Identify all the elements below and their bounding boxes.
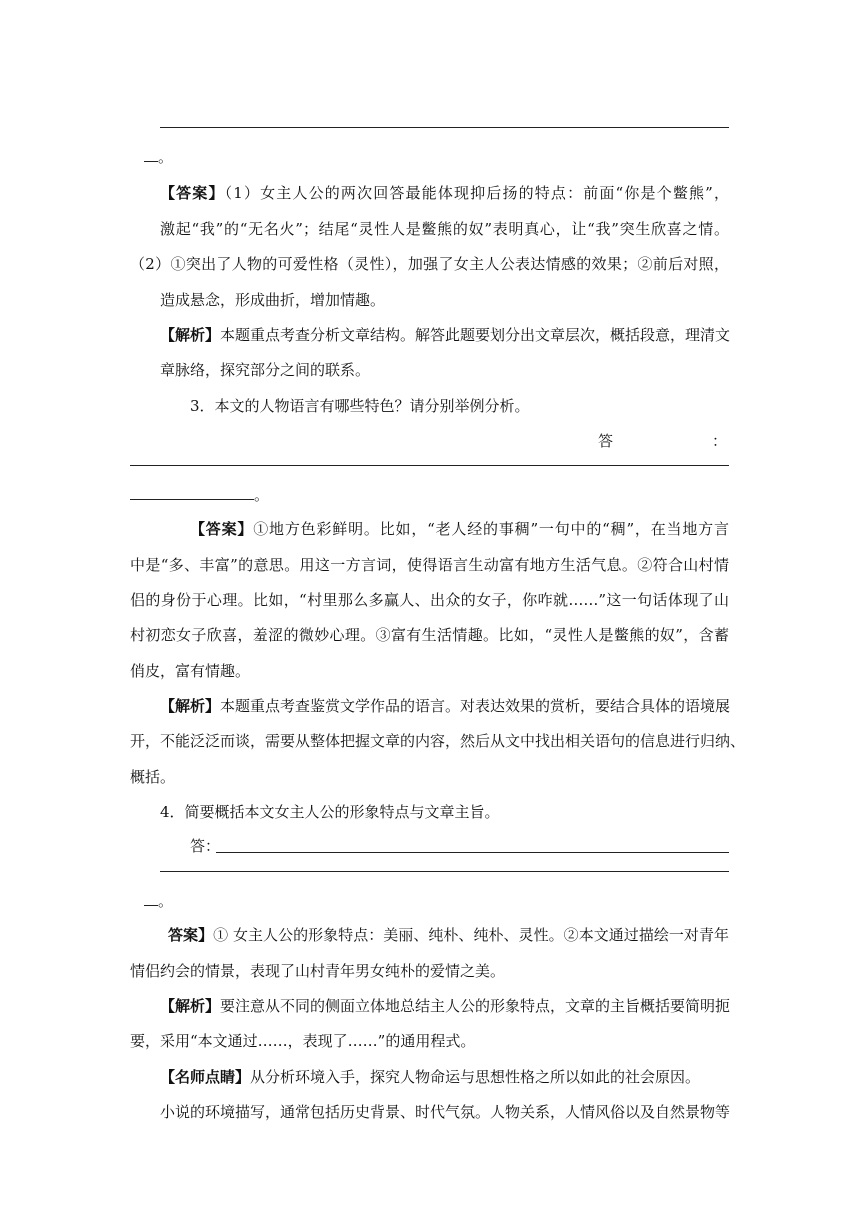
analysis-label: 【解析】 xyxy=(160,326,221,344)
q3-answer-line-1: 【答案】①地方色彩鲜明。比如，“老人经的事稠”一句中的“稠”，在当地方言 xyxy=(190,520,729,538)
answer-blank-line xyxy=(160,871,729,872)
analysis-label: 【解析】 xyxy=(160,997,221,1015)
q3-answer-colon: ： xyxy=(712,432,728,450)
q3-answer-line-4: 村初恋女子欣喜，羞涩的微妙心理。③富有生活情趣。比如，“灵性人是鳖熊的奴”，含蓄 xyxy=(130,626,729,644)
q4-answer-line-2: 情侣约会的情景，表现了山村青年男女纯朴的爱情之美。 xyxy=(130,962,506,980)
q2-analysis-line-2: 章脉络，探究部分之间的联系。 xyxy=(160,361,371,379)
answer-blank-line xyxy=(160,127,729,128)
tip-line: 【名师点睛】从分析环境入手，探究人物命运与思想性格之所以如此的社会原因。 xyxy=(160,1068,701,1086)
answer-label: 答案】 xyxy=(168,926,214,944)
q2-answer-line-2: 激起“我”的“无名火”；结尾“灵性人是鳖熊的奴”表明真心，让“我”突生欣喜之情。 xyxy=(160,220,729,238)
short-blank xyxy=(130,485,254,500)
q3-analysis-line-2: 开，不能泛泛而谈，需要从整体把握文章的内容，然后从文中找出相关语句的信息进行归纳、 xyxy=(130,732,746,750)
q4-analysis-line-2: 要，采用“本文通过……，表现了……”的通用程式。 xyxy=(130,1032,476,1050)
q3-answer-line-5: 俏皮，富有情趣。 xyxy=(130,662,251,680)
q4-answer-line-1: 答案】① 女主人公的形象特点：美丽、纯朴、纯朴、灵性。②本文通过描绘一对青年 xyxy=(168,926,729,944)
answer-blank-end: 。 xyxy=(130,485,269,505)
answer-blank-line xyxy=(130,465,729,466)
q4-answer-prefix: 答： xyxy=(190,837,221,855)
q4-analysis-line-1: 【解析】要注意从不同的侧面立体地总结主人公的形象特点，文章的主旨概括要简明扼 xyxy=(160,997,731,1015)
q3-answer-prefix: 答 xyxy=(598,432,614,450)
tip-label: 【名师点睛】 xyxy=(160,1068,251,1086)
answer-label: 【答案】 xyxy=(160,184,225,202)
q3-analysis-line-1: 【解析】本题重点考查鉴赏文学作品的语言。对表达效果的赏析，要结合具体的语境展 xyxy=(160,697,731,715)
answer-label: 【答案】 xyxy=(190,520,254,538)
analysis-label: 【解析】 xyxy=(160,697,221,715)
q3-answer-line-3: 侣的身份于心理。比如，“村里那么多赢人、出众的女子，你咋就……”这一句话体现了山 xyxy=(130,591,729,609)
answer-blank-line xyxy=(216,852,729,853)
short-blank xyxy=(144,147,158,162)
q3-answer-line-2: 中是“多、丰富”的意思。用这一方言词，使得语言生动富有地方生活气息。②符合山村情 xyxy=(130,556,729,574)
q3-analysis-line-3: 概括。 xyxy=(130,768,176,786)
q4-question: 4．简要概括本文女主人公的形象特点与文章主旨。 xyxy=(160,803,500,821)
q2-answer-line-1: 【答案】（1）女主人公的两次回答最能体现抑后扬的特点：前面“你是个鳖熊”， xyxy=(160,184,729,202)
answer-blank-end: 。 xyxy=(144,147,173,167)
q2-answer-line-3: （2）①突出了人物的可爱性格（灵性），加强了女主人公表达情感的效果；②前后对照， xyxy=(130,255,729,273)
q3-question: 3．本文的人物语言有哪些特色？请分别举例分析。 xyxy=(190,397,530,415)
body-paragraph-line: 小说的环境描写，通常包括历史背景、时代气氛。人物关系，人情风俗以及自然景物等 xyxy=(160,1103,731,1121)
answer-blank-end: 。 xyxy=(144,891,173,911)
short-blank xyxy=(144,891,158,906)
q2-analysis-line-1: 【解析】本题重点考查分析文章结构。解答此题要划分出文章层次，概括段意，理清文 xyxy=(160,326,731,344)
q2-answer-line-4: 造成悬念，形成曲折，增加情趣。 xyxy=(160,291,386,309)
